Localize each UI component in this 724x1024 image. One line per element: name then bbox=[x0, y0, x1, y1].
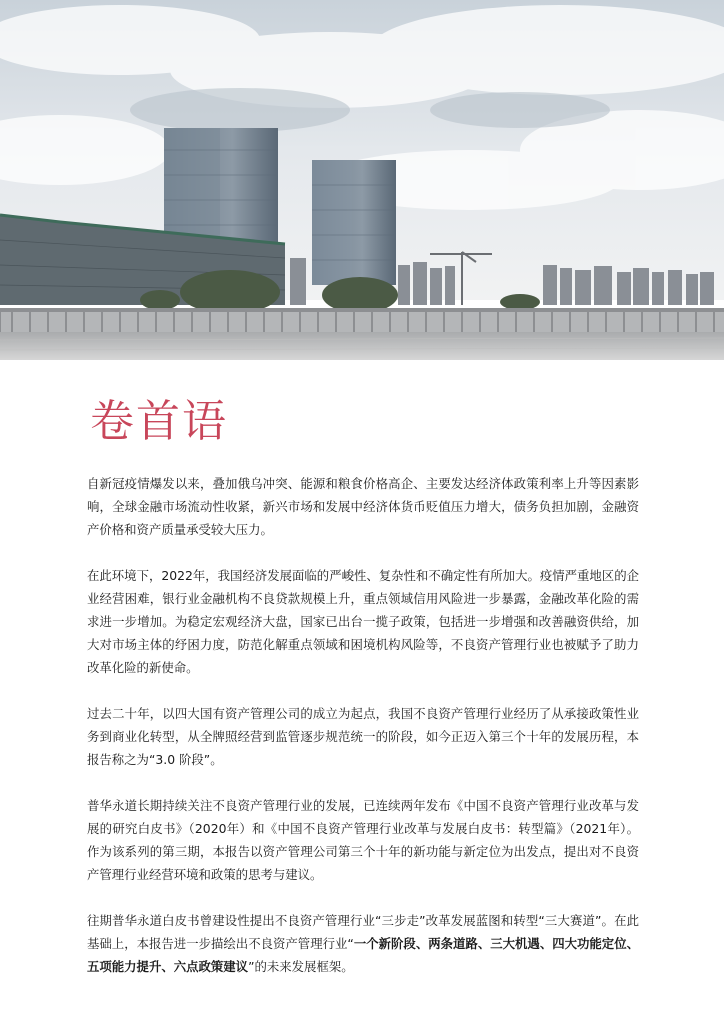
hero-photo bbox=[0, 0, 724, 360]
paragraph-4: 普华永道长期持续关注不良资产管理行业的发展，已连续两年发布《中国不良资产管理行业改革与发展的研究白皮书》（2020年）和《中国不良资产管理行业改革与发展白皮书：转型篇》（2021年）。作为该系列的第三期，本报告以资产管理公司第三个十年的新功能与新定位为出发点，提出对不良资产管理行业经营环境和政策的思考与建议。 bbox=[87, 798, 639, 882]
tower-right bbox=[312, 160, 396, 285]
paragraph-2: 在此环境下，2022年，我国经济发展面临的严峻性、复杂性和不确定性有所加大。疫情严重地区的企业经营困难，银行业金融机构不良贷款规模上升，重点领域信用风险进一步暴露，金融改革化险的需求进一步增加。为稳定宏观经济大盘，国家已出台一揽子政策，包括进一步增强和改善融资供给，加大对市场主体的纾困力度，防范化解重点领域和困境机构风险等，不良资产管理行业也被赋予了助力改革化险的新使命。 bbox=[87, 568, 639, 675]
railing bbox=[0, 308, 724, 332]
paragraph-5-post: ”的未来发展框架。 bbox=[248, 959, 354, 974]
page-title: 卷首语 bbox=[90, 396, 228, 447]
city-skyline-illustration bbox=[0, 0, 724, 360]
paragraph-5-bold: 一个新阶段、两条道路、三大机遇、四大功能定位、五项能力提升、六点政策建议 bbox=[87, 936, 640, 974]
paragraph-1: 自新冠疫情爆发以来，叠加俄乌冲突、能源和粮食价格高企、主要发达经济体政策利率上升等因素影响，全球金融市场流动性收紧，新兴市场和发展中经济体货币贬值压力增大，债务负担加剧，金融资产价格和资产质量承受较大压力。 bbox=[87, 476, 639, 537]
paragraph-5 bbox=[87, 909, 639, 978]
paragraph-5-pre: 往期普华永道白皮书曾建设性提出不良资产管理行业“三步走”改革发展蓝图和转型“三大赛道”。在此基础上，本报告进一步描绘出不良资产管理行业“ bbox=[87, 913, 639, 951]
paragraph-3: 过去二十年，以四大国有资产管理公司的成立为起点，我国不良资产管理行业经历了从承接政策性业务到商业化转型，从全牌照经营到监管逐步规范统一的阶段，如今正迈入第三个十年的发展历程，本报告称之为“3.0 阶段”。 bbox=[87, 706, 639, 767]
foreword-body bbox=[87, 472, 639, 1001]
plaza-ground bbox=[0, 332, 724, 360]
